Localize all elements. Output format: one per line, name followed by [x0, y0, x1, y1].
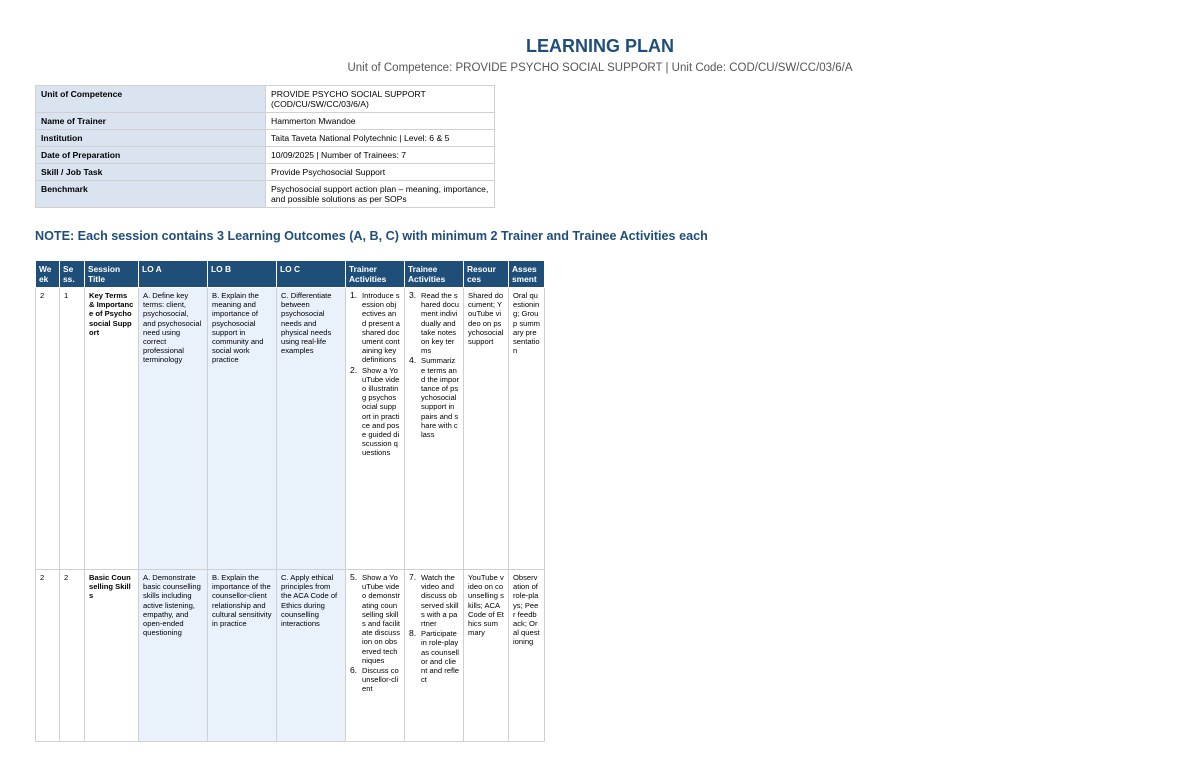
item-number: 8.: [409, 628, 417, 639]
cell-session: 1: [60, 288, 85, 570]
info-row: [36, 147, 495, 164]
info-value: 10/09/2025 | Number of Trainees: 7: [266, 147, 495, 164]
item-text: Introduce session objectives and present a shared document containing key definitions: [362, 291, 400, 365]
info-label: Date of Preparation: [36, 147, 266, 164]
cell-trainee-activities: [405, 570, 464, 742]
info-label: Skill / Job Task: [36, 164, 266, 181]
item-number: 2.: [350, 364, 358, 375]
col-header-lo-a: LO A: [139, 261, 208, 288]
list-item: [409, 573, 459, 628]
item-text: Discuss counsellor-client: [362, 666, 399, 694]
cell-trainee-activities: [405, 288, 464, 570]
cell-assessment: Observation of role-plays; Peer feedback; Oral questioning: [509, 570, 545, 742]
col-header-trainer-activities: Trainer Activities: [346, 261, 405, 288]
list-item: [350, 291, 400, 365]
list-item: [409, 629, 459, 684]
cell-lo-a: A. Define key terms: client, psychosocial, and psychosocial need using correct professional terminology: [139, 288, 208, 570]
item-text: Watch the video and discuss observed skills with a partner: [421, 573, 459, 629]
session-note: NOTE: Each session contains 3 Learning Outcomes (A, B, C) with minimum 2 Trainer and Trainee Activities each: [35, 229, 708, 243]
cell-lo-c: C. Differentiate between psychosocial needs and physical needs using real-life examples: [277, 288, 346, 570]
list-item: [409, 291, 459, 355]
col-header-lo-b: LO B: [208, 261, 277, 288]
item-number: 6.: [350, 665, 358, 676]
col-header-lo-c: LO C: [277, 261, 346, 288]
list-item: [409, 356, 459, 439]
list-item: [350, 366, 400, 458]
table-header-row: [36, 261, 545, 288]
info-label: Name of Trainer: [36, 113, 266, 130]
info-row: [36, 86, 495, 113]
info-row: [36, 113, 495, 130]
cell-lo-a: A. Demonstrate basic counselling skills including active listening, empathy, and open-ended questioning: [139, 570, 208, 742]
cell-resources: Shared document; YouTube video on psychosocial support: [464, 288, 509, 570]
col-header-resources: Resour ces: [464, 261, 509, 288]
info-label: Benchmark: [36, 181, 266, 208]
col-header-assessment: Asses sment: [509, 261, 545, 288]
item-number: 7.: [409, 572, 417, 582]
item-text: Read the shared document individually and take notes on key terms: [421, 291, 459, 356]
item-text: Participate in role-play as counsellor and client and reflect: [421, 629, 459, 685]
cell-lo-c: C. Apply ethical principles from the ACA Code of Ethics during counselling interactions: [277, 570, 346, 742]
col-header-session: Se ss.: [60, 261, 85, 288]
unit-info-table: [35, 85, 495, 208]
cell-assessment: Oral questioning; Group summary presentation: [509, 288, 545, 570]
info-row: [36, 130, 495, 147]
info-label: Institution: [36, 130, 266, 147]
info-value: Hammerton Mwandoe: [266, 113, 495, 130]
table-row: [36, 288, 545, 570]
table-row: [36, 570, 545, 742]
page-subtitle: Unit of Competence: PROVIDE PSYCHO SOCIAL SUPPORT | Unit Code: COD/CU/SW/CC/03/6/A: [347, 62, 853, 74]
cell-trainer-activities: [346, 570, 405, 742]
info-value: PROVIDE PSYCHO SOCIAL SUPPORT (COD/CU/SW/CC/03/6/A): [266, 86, 495, 113]
cell-week: 2: [36, 288, 60, 570]
cell-resources: YouTube video on counselling skills; ACA Code of Ethics summary: [464, 570, 509, 742]
cell-week: 2: [36, 570, 60, 742]
cell-session-title: Basic Counselling Skills: [85, 570, 139, 742]
info-row: [36, 181, 495, 208]
info-value: Taita Taveta National Polytechnic | Level: 6 & 5: [266, 130, 495, 147]
page-title: LEARNING PLAN: [526, 36, 674, 56]
item-text: Show a YouTube video illustrating psychosocial support in practice and pose guided discussion questions: [362, 365, 400, 458]
item-number: 3.: [409, 290, 417, 300]
info-label: Unit of Competence: [36, 86, 266, 113]
col-header-week: We ek: [36, 261, 60, 288]
cell-session-title: Key Terms & Importance of Psychosocial Support: [85, 288, 139, 570]
list-item: [350, 573, 400, 665]
cell-session: 2: [60, 570, 85, 742]
item-text: Show a YouTube video demonstrating counselling skills and facilitate discussion on observed techniques: [362, 573, 400, 665]
item-number: 5.: [350, 572, 358, 582]
item-number: 1.: [350, 290, 358, 300]
col-header-session-title: Session Title: [85, 261, 139, 288]
cell-lo-b: B. Explain the meaning and importance of psychosocial support in community and social work practice: [208, 288, 277, 570]
item-text: Summarize terms and the importance of psychosocial support in pairs and share with class: [421, 356, 459, 440]
info-value: Psychosocial support action plan – meaning, importance, and possible solutions as per SOPs: [266, 181, 495, 208]
col-header-trainee-activities: Trainee Activities: [405, 261, 464, 288]
learning-plan-table: [35, 260, 545, 742]
list-item: [350, 666, 400, 694]
info-row: [36, 164, 495, 181]
cell-lo-b: B. Explain the importance of the counsellor-client relationship and cultural sensitivity in practice: [208, 570, 277, 742]
cell-trainer-activities: [346, 288, 405, 570]
info-value: Provide Psychosocial Support: [266, 164, 495, 181]
item-number: 4.: [409, 355, 417, 366]
